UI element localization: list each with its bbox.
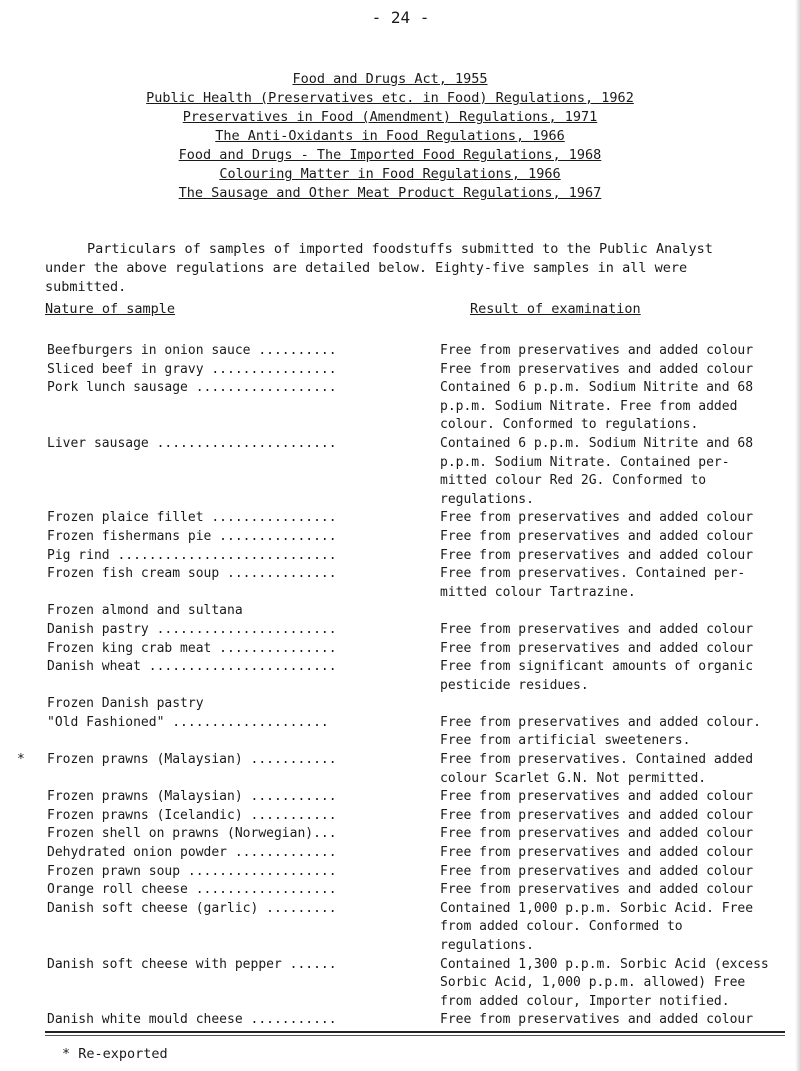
examination-result: Free from significant amounts of organic pesticide residues.	[440, 659, 761, 693]
sample-name: Frozen prawn soup ...................	[47, 863, 337, 879]
regulation-title: Colouring Matter in Food Regulations, 1966	[219, 166, 561, 182]
table-row	[45, 1011, 775, 1030]
table-row	[45, 956, 775, 1012]
sample-name: Frozen prawns (Malaysian) ...........	[47, 752, 337, 768]
regulations-list	[60, 70, 720, 203]
examination-result: Free from preservatives and added colour	[440, 863, 754, 879]
table-row	[45, 602, 775, 639]
examination-result: Free from preservatives and added colour	[440, 826, 754, 842]
sample-name: Frozen fishermans pie ...............	[47, 528, 337, 544]
sample-name: Danish wheat ........................	[47, 659, 337, 675]
examination-result: Contained 6 p.p.m. Sodium Nitrite and 68 p.p.m. Sodium Nitrate. Free from added colour. Conformed to regulations.	[440, 380, 761, 433]
examination-result: Free from preservatives and added colour	[440, 547, 754, 563]
examination-result: Free from preservatives and added colour	[440, 789, 754, 805]
sample-name: Pork lunch sausage ..................	[47, 380, 337, 396]
intro-paragraph	[45, 240, 755, 297]
sample-name: Frozen Danish pastry "Old Fashioned" ....................	[47, 696, 329, 730]
bottom-rule	[45, 1031, 785, 1033]
sample-name: Danish soft cheese (garlic) .........	[47, 900, 337, 916]
table-row	[45, 547, 775, 566]
examination-result: Contained 1,300 p.p.m. Sorbic Acid (excess Sorbic Acid, 1,000 p.p.m. allowed) Free from added colour, Importer notified.	[440, 956, 777, 1009]
examination-result: Free from preservatives. Contained per-mitted colour Tartrazine.	[440, 566, 746, 600]
table-row	[45, 825, 775, 844]
sample-column-header: Nature of sample	[45, 301, 176, 317]
sample-name: Frozen king crab meat ...............	[47, 640, 337, 656]
table-row	[45, 807, 775, 826]
sample-name: Frozen prawns (Malaysian) ...........	[47, 789, 337, 805]
table-row	[45, 361, 775, 380]
examination-result: Free from preservatives and added colour	[440, 343, 754, 358]
sample-name: Frozen almond and sultana Danish pastry .......................	[47, 603, 337, 637]
page-edge-shadow	[795, 0, 801, 1071]
sample-name: Beefburgers in onion sauce ..........	[47, 343, 337, 358]
sample-name: Frozen prawns (Icelandic) ...........	[47, 807, 337, 823]
table-row	[45, 863, 775, 882]
examination-result: Contained 6 p.p.m. Sodium Nitrite and 68 p.p.m. Sodium Nitrate. Contained per-mitted colour Red 2G. Conformed to regulations.	[440, 435, 761, 507]
examination-result: Free from preservatives and added colour	[440, 845, 754, 861]
examination-result: Free from preservatives. Contained added colour Scarlet G.N. Not permitted.	[440, 752, 761, 786]
re-exported-marker: *	[17, 752, 25, 768]
page-number: - 24 -	[371, 8, 430, 27]
examination-result: Free from preservatives and added colour	[440, 361, 754, 377]
regulation-title: The Anti-Oxidants in Food Regulations, 1966	[215, 128, 565, 144]
table-row	[45, 509, 775, 528]
examination-result: Free from preservatives and added colour	[440, 621, 754, 637]
table-row	[45, 379, 775, 435]
table-row	[45, 640, 775, 659]
table-row	[45, 881, 775, 900]
table-row	[45, 435, 775, 509]
examination-result: Free from preservatives and added colour	[440, 1012, 754, 1028]
sample-name: Danish white mould cheese ...........	[47, 1012, 337, 1028]
bottom-rule-thin	[45, 1035, 785, 1036]
table-row	[45, 658, 775, 695]
samples-table	[17, 342, 777, 1030]
sample-name: Frozen shell on prawns (Norwegian)...	[47, 826, 337, 842]
table-row	[17, 751, 775, 788]
table-row	[45, 695, 775, 751]
intro-text: Particulars of samples of imported foodstuffs submitted to the Public Analyst under the above regulations are detailed below. Eighty-five samples in all were submitted.	[45, 241, 713, 295]
table-row	[45, 788, 775, 807]
regulation-title: Preservatives in Food (Amendment) Regulations, 1971	[182, 109, 598, 125]
table-row	[45, 528, 775, 547]
footnote: * Re-exported	[62, 1046, 168, 1062]
examination-result: Free from preservatives and added colour	[440, 640, 754, 656]
sample-name: Sliced beef in gravy ................	[47, 361, 337, 377]
sample-name: Liver sausage .......................	[47, 435, 337, 451]
regulation-title: Public Health (Preservatives etc. in Food) Regulations, 1962	[146, 90, 634, 106]
sample-name: Dehydrated onion powder .............	[47, 845, 337, 861]
sample-name: Frozen plaice fillet ................	[47, 510, 337, 526]
regulation-title: Food and Drugs - The Imported Food Regulations, 1968	[178, 147, 602, 163]
sample-name: Danish soft cheese with pepper ......	[47, 956, 337, 972]
sample-name: Frozen fish cream soup ..............	[47, 566, 337, 582]
sample-name: Orange roll cheese ..................	[47, 882, 337, 898]
examination-result: Free from preservatives and added colour	[440, 882, 754, 898]
sample-name: Pig rind ............................	[47, 547, 337, 563]
regulation-title: The Sausage and Other Meat Product Regulations, 1967	[178, 185, 602, 201]
examination-result: Free from preservatives and added colour	[440, 528, 754, 544]
table-row	[45, 565, 775, 602]
examination-result: Free from preservatives and added colour	[440, 510, 754, 526]
table-row	[45, 342, 775, 361]
table-row	[45, 844, 775, 863]
examination-result: Contained 1,000 p.p.m. Sorbic Acid. Free from added colour. Conformed to regulations.	[440, 900, 761, 953]
examination-result: Free from preservatives and added colour	[440, 807, 754, 823]
result-column-header: Result of examination	[470, 301, 641, 317]
regulation-title: Food and Drugs Act, 1955	[292, 71, 488, 87]
table-row	[45, 900, 775, 956]
examination-result: Free from preservatives and added colour. Free from artificial sweeteners.	[440, 714, 761, 749]
